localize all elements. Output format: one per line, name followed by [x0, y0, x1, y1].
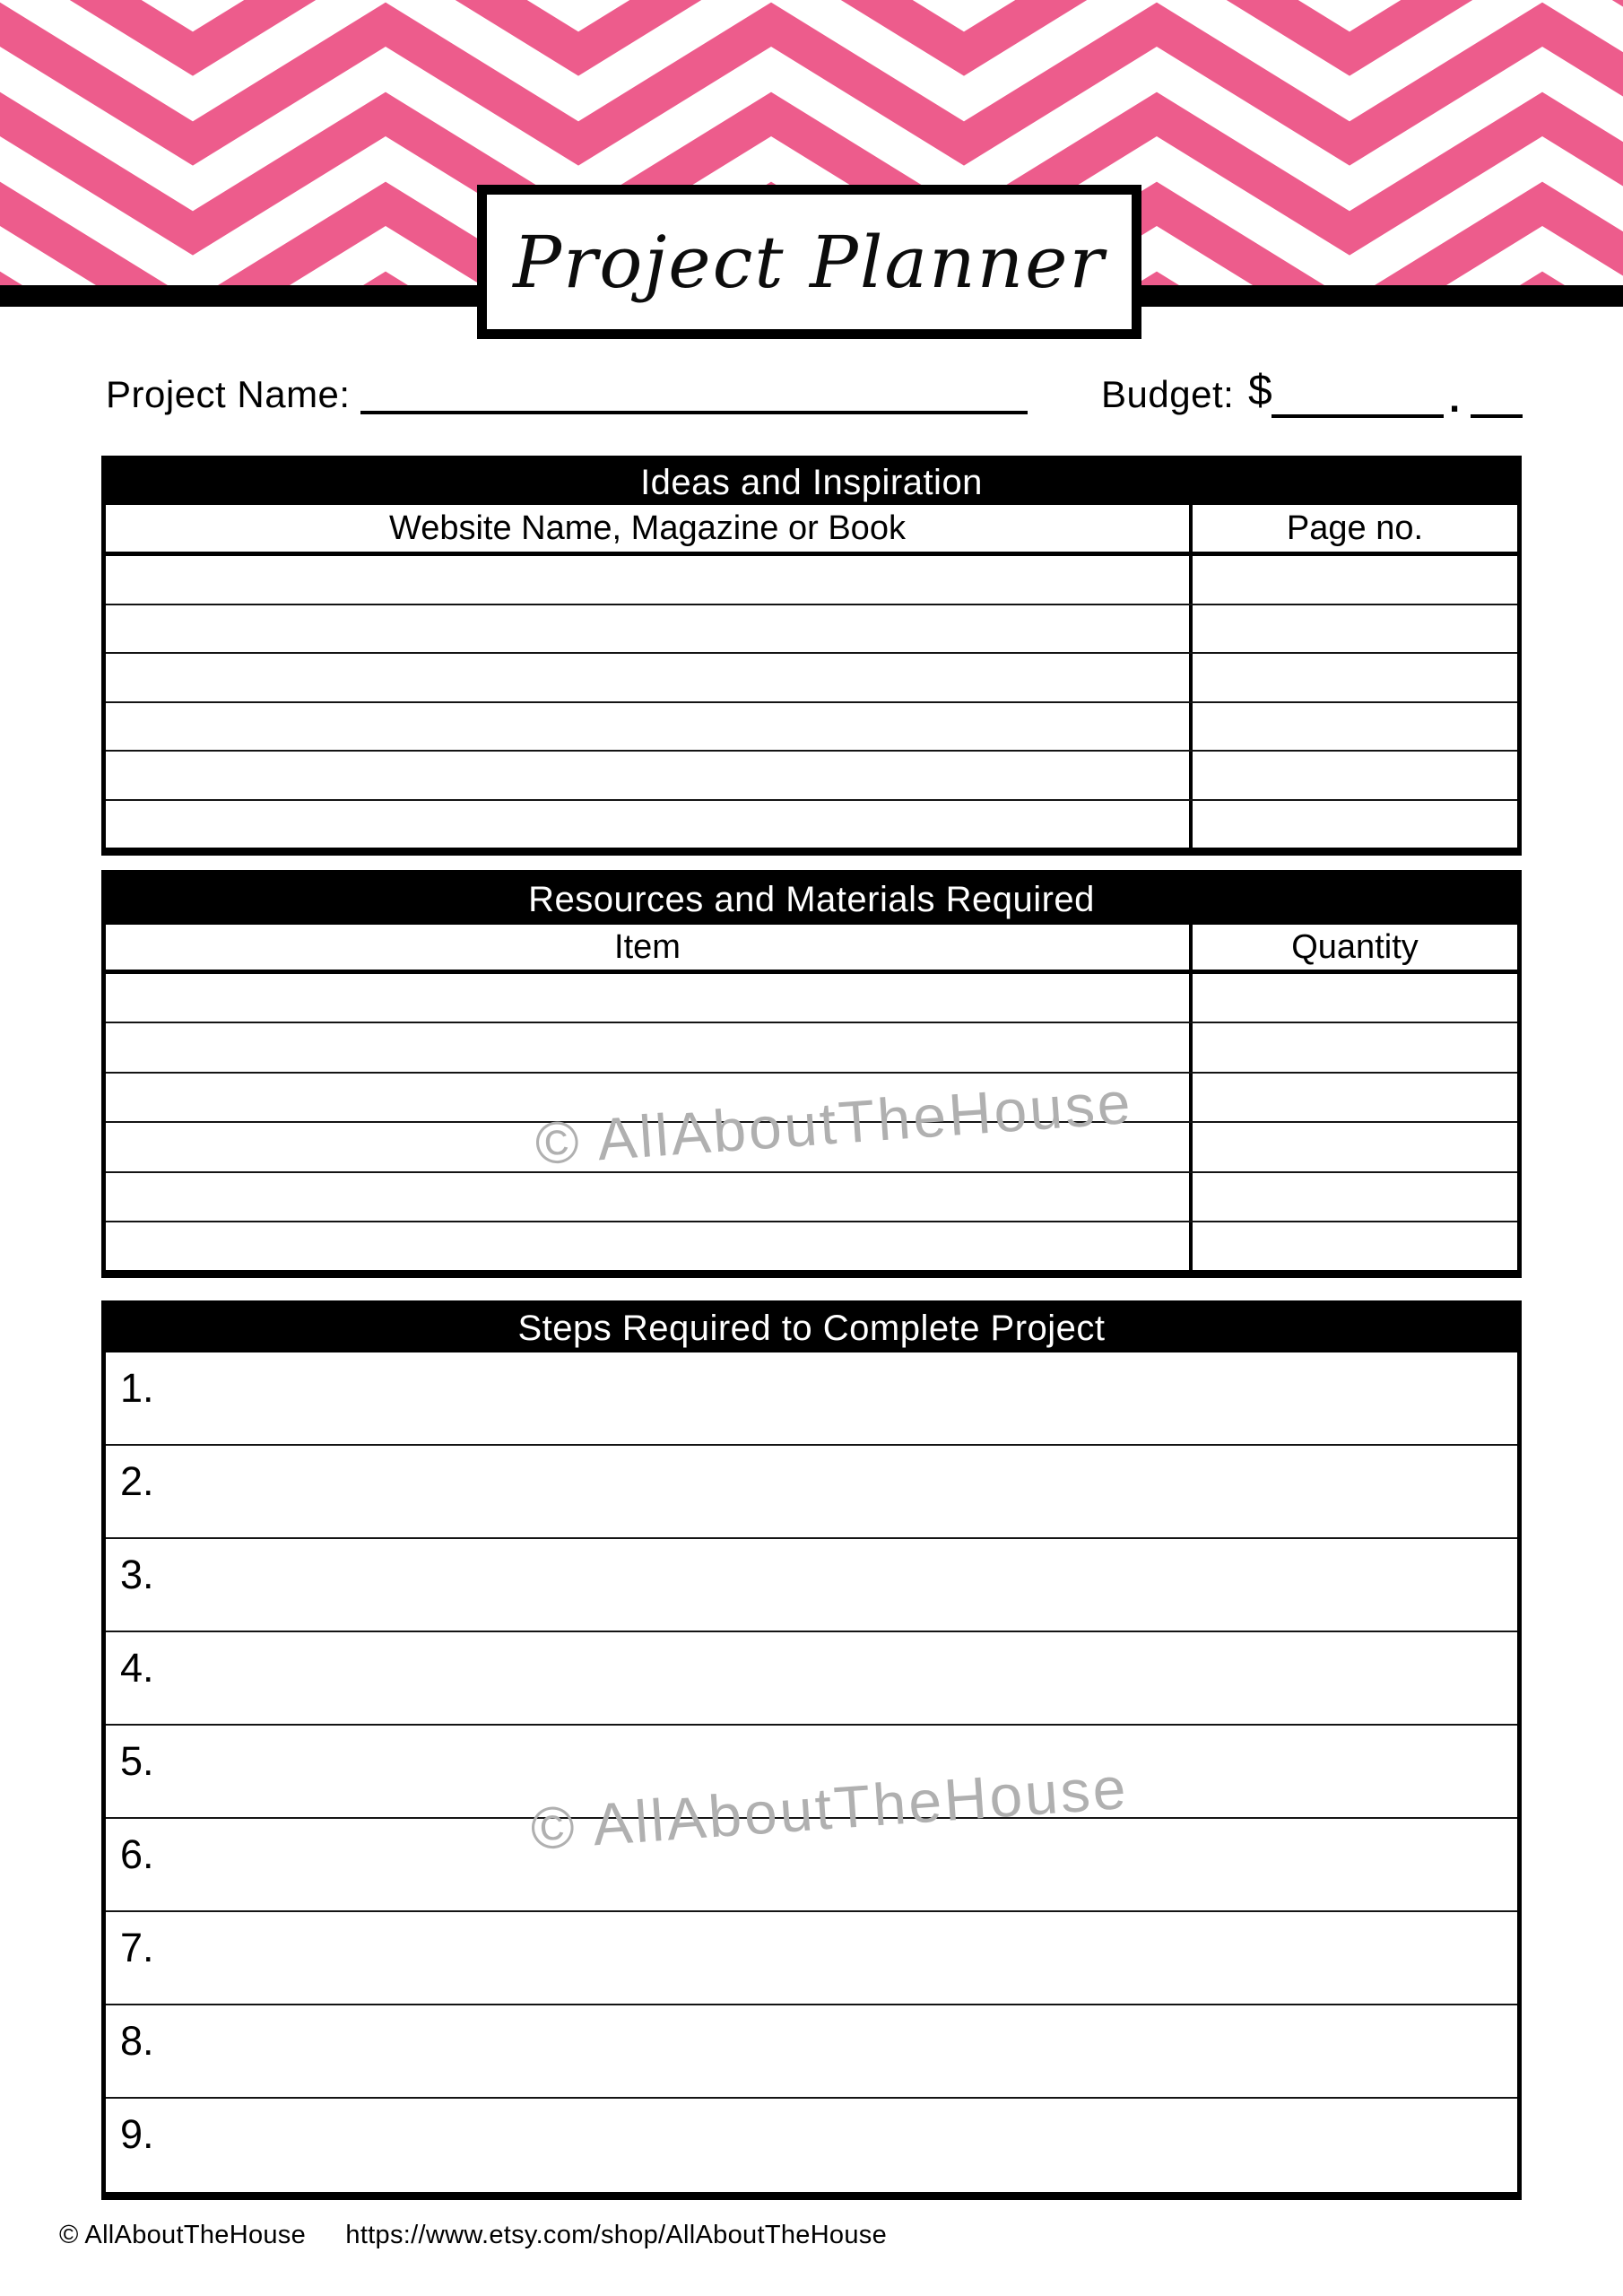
step-row: [106, 1352, 1517, 1446]
step-row: [106, 1446, 1517, 1539]
table-cell: [106, 974, 1193, 1022]
table-row: [106, 752, 1517, 801]
ideas-table-rows: [106, 556, 1517, 848]
budget-label: Budget:: [1101, 373, 1235, 415]
ideas-table-title-bar: Ideas and Inspiration: [106, 460, 1517, 505]
title-box: [477, 185, 1141, 339]
resources-table: [101, 870, 1522, 1278]
ideas-table: [101, 456, 1522, 856]
dollar-sign: $: [1248, 367, 1272, 414]
table-cell: [106, 703, 1193, 751]
table-row: [106, 801, 1517, 848]
budget-cents-blank-line: [1471, 414, 1523, 418]
table-cell: [1193, 974, 1517, 1022]
table-cell: [1193, 654, 1517, 701]
steps-table: [101, 1300, 1522, 2200]
footer-url: https://www.etsy.com/shop/AllAboutTheHouse: [345, 2221, 888, 2249]
step-number: 6.: [120, 1831, 154, 1877]
step-number: 9.: [120, 2111, 154, 2157]
column-header-page-no: Page no.: [1286, 509, 1424, 547]
table-cell: [106, 1123, 1193, 1170]
table-cell: [106, 556, 1193, 604]
table-cell: [1193, 556, 1517, 604]
step-number: 7.: [120, 1925, 154, 1970]
table-cell: [1193, 1123, 1517, 1170]
steps-table-rows: [106, 1352, 1517, 2192]
project-name-label: Project Name:: [106, 373, 351, 415]
step-row: [106, 1726, 1517, 1819]
step-row: [106, 2099, 1517, 2192]
resources-table-header-row: [106, 925, 1517, 974]
table-row: [106, 1222, 1517, 1270]
table-cell: [1193, 1222, 1517, 1270]
table-row: [106, 1074, 1517, 1123]
table-cell: [106, 1222, 1193, 1270]
table-cell: [1193, 1074, 1517, 1121]
table-cell: [106, 1173, 1193, 1221]
table-cell: [106, 801, 1193, 848]
step-number: 2.: [120, 1458, 154, 1504]
table-row: [106, 703, 1517, 752]
table-row: [106, 1123, 1517, 1172]
table-cell: [1193, 703, 1517, 751]
step-row: [106, 1912, 1517, 2005]
table-row: [106, 654, 1517, 703]
resources-table-rows: [106, 974, 1517, 1270]
decimal-point: .: [1449, 377, 1461, 421]
page-title: Project Planner: [513, 220, 1106, 304]
table-cell: [106, 654, 1193, 701]
watermark: © AllAboutTheHouse: [533, 1068, 1135, 1178]
step-row: [106, 1819, 1517, 1912]
table-cell: [1193, 801, 1517, 848]
step-number: 1.: [120, 1365, 154, 1411]
step-number: 4.: [120, 1645, 154, 1691]
table-row: [106, 974, 1517, 1023]
table-row: [106, 556, 1517, 605]
column-header-item: Item: [106, 925, 1193, 970]
step-row: [106, 1632, 1517, 1726]
step-row: [106, 2005, 1517, 2099]
footer-copyright: © AllAboutTheHouse: [59, 2221, 307, 2249]
step-number: 3.: [120, 1552, 154, 1597]
table-cell: [1193, 752, 1517, 799]
project-name-blank-line: [360, 411, 1028, 414]
column-header-quantity: Quantity: [1291, 928, 1419, 966]
table-row: [106, 605, 1517, 655]
table-row: [106, 1023, 1517, 1073]
budget-dollars-blank-line: [1271, 414, 1444, 418]
step-number: 5.: [120, 1738, 154, 1784]
step-number: 8.: [120, 2018, 154, 2064]
footer: [59, 2221, 887, 2250]
table-cell: [106, 1074, 1193, 1121]
table-cell: [1193, 605, 1517, 653]
table-cell: [1193, 1023, 1517, 1071]
watermark: © AllAboutTheHouse: [528, 1753, 1131, 1863]
table-cell: [106, 605, 1193, 653]
step-row: [106, 1539, 1517, 1632]
column-header-website: Website Name, Magazine or Book: [106, 505, 1193, 552]
ideas-table-header-row: [106, 505, 1517, 556]
resources-table-title-bar: Resources and Materials Required: [106, 874, 1517, 925]
table-cell: [1193, 1173, 1517, 1221]
steps-table-title-bar: Steps Required to Complete Project: [106, 1305, 1517, 1352]
table-cell: [106, 752, 1193, 799]
table-cell: [106, 1023, 1193, 1071]
table-row: [106, 1173, 1517, 1222]
